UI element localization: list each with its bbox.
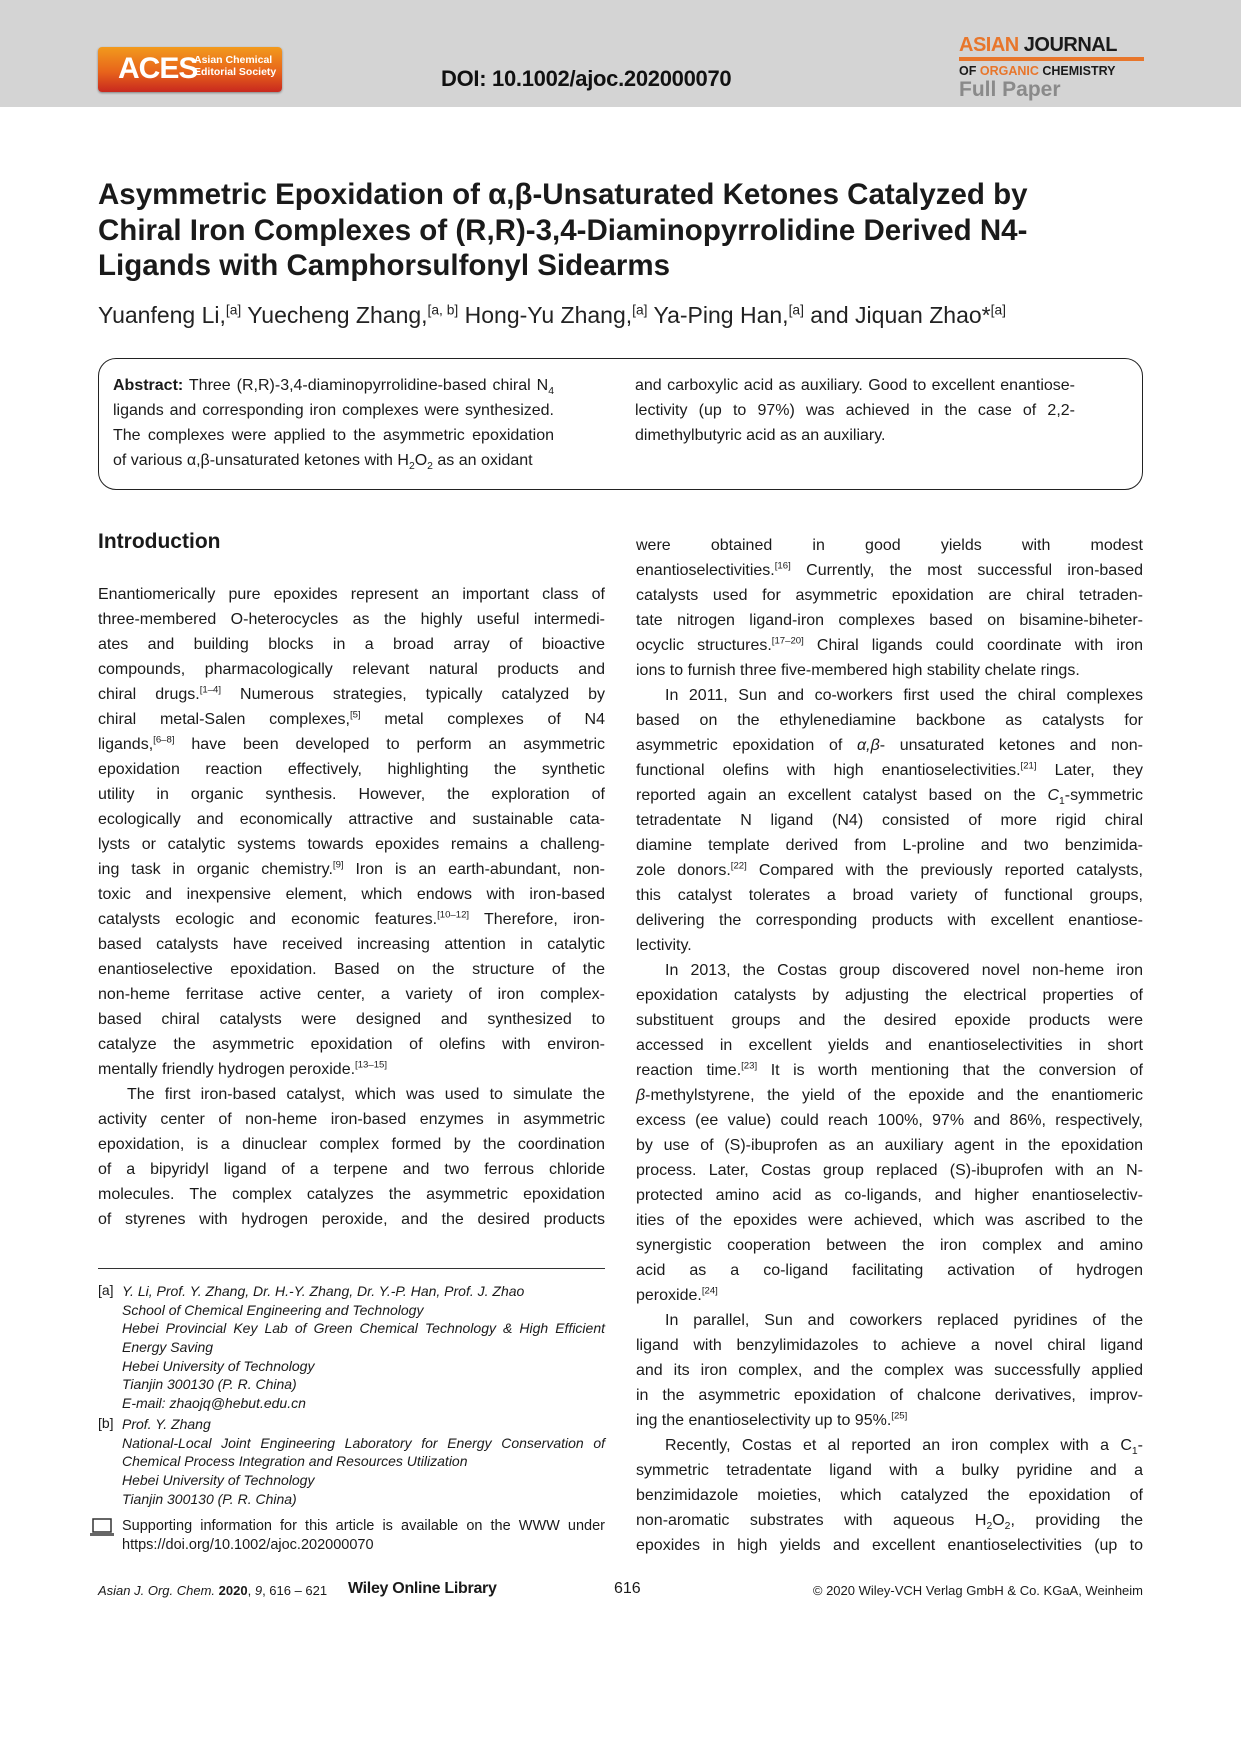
copyright: © 2020 Wiley-VCH Verlag GmbH & Co. KGaA, Weinheim xyxy=(812,1583,1143,1598)
text-line: protected amino acid as co-ligands, and higher enantioselectiv- xyxy=(636,1187,1143,1204)
citation-reference: [10–12] xyxy=(437,909,470,921)
text-line: were obtained in good yields with modest xyxy=(636,537,1143,554)
affiliation-line: School of Chemical Engineering and Technology xyxy=(122,1301,424,1318)
text-line: ligands and corresponding iron complexes were synthesized. xyxy=(113,402,554,419)
aces-logo-text: ACES xyxy=(118,52,198,85)
supporting-info xyxy=(122,1517,605,1555)
paragraph xyxy=(636,683,1143,958)
left-column xyxy=(98,582,605,1232)
text-line: lectivity (up to 97%) was achieved in the case of 2,2- xyxy=(635,402,1075,419)
text-line: In 2011, Sun and co-workers first used the chiral complexes xyxy=(665,687,1143,704)
citation-reference: [a] xyxy=(225,302,242,318)
text-line: chiral metal-Salen complexes,[5] metal complexes of N4 xyxy=(98,709,605,728)
aces-logo xyxy=(98,47,282,92)
text-line: and its iron complex, and the complex was successfully applied xyxy=(636,1362,1143,1379)
text-line: ities of the epoxides were achieved, which was ascribed to the xyxy=(636,1212,1143,1229)
citation-reference: [16] xyxy=(774,560,791,572)
aces-logo-subtitle: Asian Chemical Editorial Society xyxy=(194,54,277,78)
text-line: tetradentate N ligand (N4) consisted of more rigid chiral xyxy=(636,812,1143,829)
right-column xyxy=(636,533,1143,1558)
text-line: ing task in organic chemistry.[9] Iron is an earth-abundant, non- xyxy=(98,859,605,878)
text-line: delivering the corresponding products with excellent enantiose- xyxy=(636,912,1143,929)
text-line: Recently, Costas et al reported an iron complex with a $C_1-$ xyxy=(665,1437,1143,1458)
text-line: process. Later, Costas group replaced (S)-ibuprofen with an N- xyxy=(636,1162,1143,1179)
header-bar xyxy=(0,0,1241,107)
text-line: this catalyst tolerates a broad variety of functional groups, xyxy=(636,887,1143,904)
text-line: based on the ethylenediamine backbone as catalysts for xyxy=(636,712,1143,729)
text-line: mentally friendly hydrogen peroxide.[13–15] xyxy=(98,1059,388,1078)
text-line: in the asymmetric epoxidation of chalcone derivatives, improv- xyxy=(636,1387,1143,1404)
citation-reference: [23] xyxy=(741,1060,758,1072)
paragraph xyxy=(636,1433,1143,1558)
text-line: functional olefins with high enantioselectivities.[21] Later, they xyxy=(636,760,1143,779)
author-list: Yuanfeng Li,[a] Yuecheng Zhang,[a, b] Hong-Yu Zhang,[a] Ya-Ping Han,[a] and Jiquan Zhao*[a] xyxy=(98,302,1006,328)
text-line: non-aromatic substrates with aqueous $H_2O_2$, providing the xyxy=(636,1512,1143,1533)
text-line: peroxide.[24] xyxy=(636,1285,718,1304)
paragraph xyxy=(636,1308,1143,1433)
text-line: reported again an excellent catalyst based on the $C_1$-symmetric xyxy=(636,787,1143,808)
text-line: epoxidation reaction effectively, highlighting the synthetic xyxy=(98,761,605,778)
affiliation-line: Tianjin 300130 (P. R. China) xyxy=(122,1376,297,1393)
citation-reference: [a, b] xyxy=(427,302,459,318)
doi-label: DOI: 10.1002/ajoc.202000070 xyxy=(441,66,732,91)
affiliation-line: Y. Li, Prof. Y. Zhang, Dr. H.-Y. Zhang, Dr. Y.-P. Han, Prof. J. Zhao xyxy=(122,1283,525,1299)
text-line: based chiral catalysts were designed and synthesized to xyxy=(98,1011,605,1028)
text-line: catalysts used for asymmetric epoxidation are chiral tetraden- xyxy=(636,587,1143,604)
text-line: epoxidation catalysts by adjusting the electrical properties of xyxy=(636,987,1143,1004)
text-line: catalyze the asymmetric epoxidation of olefins with environ- xyxy=(98,1036,605,1053)
text-line: The first iron-based catalyst, which was used to simulate the xyxy=(127,1086,605,1103)
text-line: reaction time.[23] It is worth mentioning that the conversion of xyxy=(636,1060,1143,1079)
citation-reference: [13–15] xyxy=(355,1059,388,1071)
text-line: ocyclic structures.[17–20] Chiral ligands could coordinate with iron xyxy=(636,635,1144,654)
affiliations xyxy=(98,1282,605,1510)
citation-reference: [21] xyxy=(1020,760,1037,772)
text-line: asymmetric epoxidation of α,β- unsaturated ketones and non- xyxy=(636,737,1144,754)
paragraph xyxy=(636,533,1143,683)
laptop-icon xyxy=(90,1518,114,1538)
text-line: Abstract: Three (R,R)-3,4-diaminopyrrolidine-based chiral $N_4$ xyxy=(113,377,554,398)
text-line: diamine template derived from L-proline and two benzimida- xyxy=(636,837,1143,854)
affiliation-line: Hebei Provincial Key Lab of Green Chemical Technology & High Efficient xyxy=(122,1320,605,1337)
text-line: benzimidazole moieties, which catalyzed the epoxidation of xyxy=(636,1487,1143,1504)
text-line: catalysts ecologic and economic features.[10–12] Therefore, iron- xyxy=(98,909,605,928)
footer-citation: Asian J. Org. Chem. 2020, 9, 616 – 621 xyxy=(98,1583,328,1598)
wiley-online-library-link[interactable]: Wiley Online Library xyxy=(348,1580,497,1597)
text-line: of styrenes with hydrogen peroxide, and the desired products xyxy=(98,1211,605,1228)
text-line: synergistic cooperation between the iron complex and amino xyxy=(636,1237,1143,1254)
text-line: of various α,β-unsaturated ketones with $H_2O_2$ as an oxidant xyxy=(113,452,533,473)
text-line: utility in organic synthesis. However, the exploration of xyxy=(98,786,605,803)
citation-reference: [5] xyxy=(350,709,361,721)
paragraph xyxy=(98,1082,605,1232)
abstract-left xyxy=(113,373,554,473)
text-line: molecules. The complex catalyzes the asymmetric epoxidation xyxy=(98,1186,605,1203)
paragraph xyxy=(636,958,1143,1308)
email-address[interactable]: E-mail: zhaojq@hebut.edu.cn xyxy=(122,1395,306,1412)
affiliation-line: Chemical Process Integration and Resources Utilization xyxy=(122,1453,468,1470)
abstract-right xyxy=(635,373,1075,448)
text-line: ing the enantioselectivity up to 95%.[25] xyxy=(636,1410,908,1429)
affiliation-line: Prof. Y. Zhang xyxy=(122,1415,211,1432)
text-line: lysts or catalytic systems towards epoxides remains a challeng- xyxy=(98,836,605,853)
citation-reference: [a] xyxy=(788,302,804,318)
citation-reference: [25] xyxy=(891,1410,908,1422)
text-line: dimethylbutyric acid as an auxiliary. xyxy=(635,427,886,444)
text-line: non-heme ferritase active center, a variety of iron complex- xyxy=(98,986,605,1003)
text-line: ligand with benzylimidazoles to achieve a novel chiral ligand xyxy=(636,1337,1143,1354)
article-type: Full Paper xyxy=(959,78,1061,101)
text-line: symmetric tetradentate ligand with a bulky pyridine and a xyxy=(636,1462,1143,1479)
text-line: tate nitrogen ligand-iron complexes based on bisamine-biheter- xyxy=(636,612,1143,629)
text-line: enantioselectivities.[16] Currently, the most successful iron-based xyxy=(636,560,1143,579)
text-line: lectivity. xyxy=(636,937,692,954)
paper-title: Asymmetric Epoxidation of α,β-Unsaturated Ketones Catalyzed by Chiral Iron Complexes of (R,R)-3,4-Diaminopyrrolidine Derived N4- Ligands with Camphorsulfonyl Sidearms xyxy=(98,178,1028,282)
text-line: The complexes were applied to the asymmetric epoxidation xyxy=(113,427,554,444)
affiliation-line: Hebei University of Technology xyxy=(122,1357,315,1374)
journal-logo: ASIAN JOURNAL OF ORGANIC CHEMISTRY Full Paper xyxy=(959,34,1144,102)
citation-reference: [24] xyxy=(701,1285,718,1297)
text-line: epoxides in high yields and excellent enantioselectivities (up to xyxy=(636,1537,1143,1554)
text-line: accessed in excellent yields and enantioselectivities in short xyxy=(636,1037,1143,1054)
supporting-info-text: Supporting information for this article is available on the WWW under xyxy=(122,1518,605,1534)
text-line: of a bipyridyl ligand of a terpene and two ferrous chloride xyxy=(98,1161,605,1178)
citation-reference: [a] xyxy=(632,302,648,318)
text-line: substituent groups and the desired epoxide products were xyxy=(636,1012,1143,1029)
affiliation-line: Energy Saving xyxy=(122,1339,214,1356)
supporting-info-link[interactable]: https://doi.org/10.1002/ajoc.202000070 xyxy=(122,1537,374,1553)
citation-reference: [a] xyxy=(990,302,1006,318)
text-line: ecologically and economically attractive and sustainable cata- xyxy=(98,811,605,828)
text-line: and carboxylic acid as auxiliary. Good to excellent enantiose- xyxy=(635,377,1075,394)
text-line: epoxidation, is a dinuclear complex formed by the coordination xyxy=(98,1136,605,1153)
citation-reference: [6–8] xyxy=(153,734,175,746)
text-line: chiral drugs.[1–4] Numerous strategies, typically catalyzed by xyxy=(98,684,605,703)
citation-reference: [9] xyxy=(332,859,344,871)
text-line: zole donors.[22] Compared with the previously reported catalysts, xyxy=(636,860,1143,879)
affiliation-b xyxy=(98,1415,605,1508)
text-line: enantioselective epoxidation. Based on the structure of the xyxy=(98,961,605,978)
footnote-mark: [b] xyxy=(98,1414,114,1431)
text-line: based catalysts have received increasing attention in catalytic xyxy=(98,936,605,953)
text-line: ates and building blocks in a broad array of bioactive xyxy=(98,636,605,653)
text-line: three-membered O-heterocycles as the highly useful intermedi- xyxy=(98,611,605,628)
text-line: activity center of non-heme iron-based enzymes in asymmetric xyxy=(98,1111,605,1128)
text-line: β-methylstyrene, the yield of the epoxide and the enantiomeric xyxy=(636,1087,1143,1104)
text-line: ligands,[6–8] have been developed to perform an asymmetric xyxy=(98,734,605,753)
affiliation-a xyxy=(98,1282,605,1413)
citation-reference: [22] xyxy=(730,860,747,872)
citation-reference: [1–4] xyxy=(199,684,222,696)
affiliation-line: National-Local Joint Engineering Laboratory for Energy Conservation of xyxy=(122,1434,605,1451)
text-line: In parallel, Sun and coworkers replaced pyridines of the xyxy=(665,1312,1143,1329)
text-line: compounds, pharmacologically relevant natural products and xyxy=(98,661,605,678)
text-line: toxic and inexpensive element, which endows with iron-based xyxy=(98,886,605,903)
footnote-divider xyxy=(98,1268,605,1269)
citation-reference: [17–20] xyxy=(771,635,804,647)
paragraph xyxy=(98,582,605,1082)
text-line: Enantiomerically pure epoxides represent an important class of xyxy=(98,586,605,603)
text-line: In 2013, the Costas group discovered novel non-heme iron xyxy=(665,962,1143,979)
affiliation-line: Tianjin 300130 (P. R. China) xyxy=(122,1490,297,1507)
page-number: 616 xyxy=(614,1580,641,1597)
abstract-box xyxy=(98,358,1143,490)
text-line: by use of (S)-ibuprofen as an auxiliary agent in the epoxidation xyxy=(636,1137,1143,1154)
text-line: excess (ee value) could reach 100%, 97% and 86%, respectively, xyxy=(636,1112,1143,1129)
footnote-mark: [a] xyxy=(98,1282,114,1298)
text-line: acid as a co-ligand facilitating activation of hydrogen xyxy=(636,1262,1143,1279)
affiliation-line: Hebei University of Technology xyxy=(122,1471,315,1488)
text-line: ions to furnish three five-membered high stability chelate rings. xyxy=(636,662,1080,679)
section-heading-introduction: Introduction xyxy=(98,530,221,553)
